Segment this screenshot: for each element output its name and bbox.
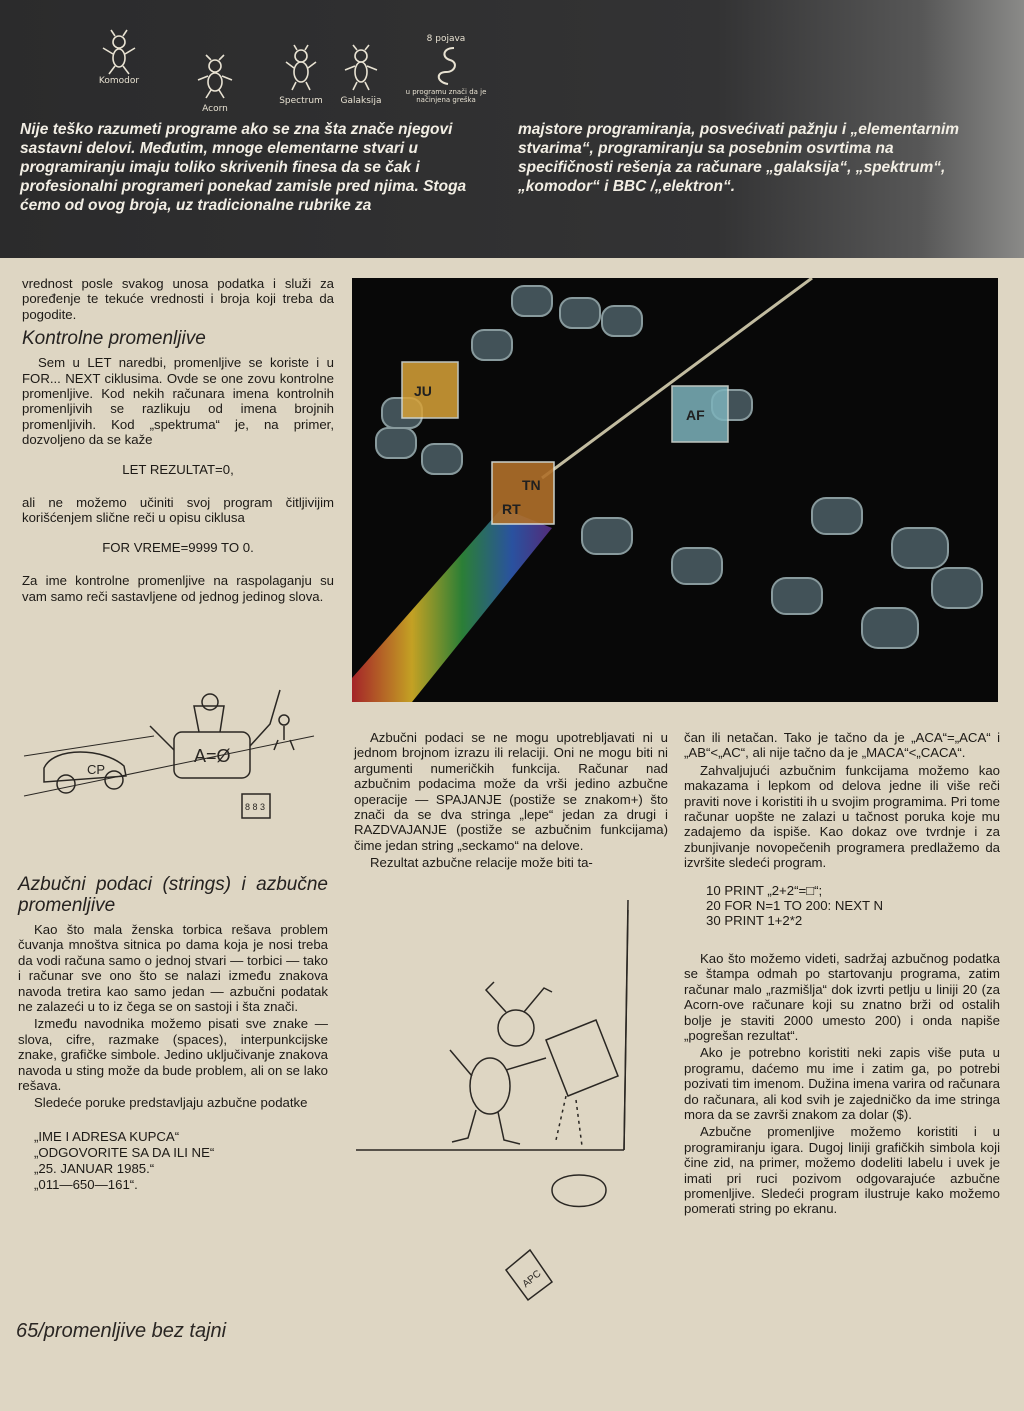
left-column-top [22,276,334,606]
paragraph: ali ne možemo učiniti svoj program čitljivijim korišćenjem slične reči u opisu ciklusa [22,495,334,526]
left-column-bottom [18,868,328,1193]
bug-mascot-icon [94,28,144,76]
pojava-mascot [396,34,496,104]
cube-label: RT [502,501,521,517]
paragraph: čan ili netačan. Tako je tačno da je „ACA“=„ACA“ i „AB“<„AC“, ali nije tačno da je „MACA“<„CACA“. [684,730,1000,761]
intro-text-left: Nije teško razumeti programe ako se zna šta znače njegovi sastavni delovi. Međutim, mnoge elementarne stvari u programiranju imaju toliko skrivenih finesa da se čak i profesionalni programeri ponekad zamisle pred njima. Stoga ćemo od ovog broja, uz tradicionalne rubrike za [20,121,467,214]
code-line: LET REZULTAT=0, [122,461,234,477]
tag-text: APC [520,1268,544,1291]
header-band [0,0,1024,258]
section-heading: Kontrolne promenljive [22,328,206,350]
middle-column [354,730,668,873]
mascot-label: Komodor [98,76,140,86]
acorn-mascot [180,52,250,114]
paragraph: Ako je potrebno koristiti neki zapis više puta u programu, daćemo mu ime i zatim ga, po potrebi pozivati tim imenom. Dužina imena varira od računara do računara, ali kod svih je zajedničko da ime stringa mora da se završi znakom za dolar ($). [684,1045,1000,1122]
paragraph: Između navodnika možemo pisati sve znake — slova, cifre, razmake (spaces), interpunkcijske znake, grafičke simbole. Jedino uključivanje znakova navoda u sting može da bude problem, ali on se lako rešava. [18,1016,328,1094]
robot-sign-text: A=Ø [194,746,231,766]
basic-program: 10 PRINT „2+2“=□“; 20 FOR N=1 TO 200: NEXT N 30 PRINT 1+2*2 [706,882,884,929]
bug-mascot-icon [190,52,240,100]
paragraph: Kao što možemo videti, sadržaj azbučnog podatka se štampa odmah po startovanju programa, zatim računar malo „razmišlja“ dok izvrti petlju u liniji 20 (za Acorn-ove računare koji su znatno brži od ostalih bolje je staviti 2000 umesto 200) i onda napiše „pogrešan rezultat“. [684,950,1000,1043]
string-examples: „IME I ADRESA KUPCA“ „ODGOVORITE SA DA ILI NE“ „25. JANUAR 1985.“ „011—650—161“. [34,1128,215,1192]
paragraph: Sem u LET naredbi, promenljive se koriste i u FOR... NEXT ciklusima. Ovde se one zovu kontrolne promenljive. Kod nekih računara imena kontrolnih promenljivih se razlikuju od imena brojnih promenljivih. Kod „spektruma“ je, na primer, dozvoljeno da se kaže [22,355,334,448]
code-line: FOR VREME=9999 TO 0. [102,539,254,555]
paragraph: vrednost posle svakog unosa podatka i služi za poređenje te tekuće vrednosti i broja koji treba da pogodite. [22,276,334,322]
paragraph: Sledeće poruke predstavljaju azbučne podatke [34,1095,308,1111]
snake-bug-icon [426,44,466,88]
right-column [684,730,1000,1219]
box-text: 8 8 3 [245,802,266,812]
intro-text-right: majstore programiranja, posvećivati pažnju i „elementarnim stvarima“, programiranju sa posebnim osvrtima na specifičnosti rešenja za računare „galaksija“, „spektrum“, „komodor“ i BBC /„elektron“. [518,121,960,195]
section-heading: Azbučni podaci (strings) i azbučne promenljive [18,874,328,916]
galaksija-mascot [326,44,396,106]
mascot-label: Galaksija [340,96,382,106]
bug-mascot-icon [336,44,386,92]
mascot-note: u programu znači da je načinjena greška [405,88,487,104]
paragraph: Azbučni podaci se ne mogu upotrebljavati ni u jednom brojnom izrazu ili relaciji. Oni ne mogu biti ni argumenti numeričkih funkcija. Računar nad azbučnim podacima može da vrši jedino azbučne operacije — SPAJANJE (postiže se znakom+) što znači da se dva stringa „lepe“ jedan za drugi i RAZDVAJANJE (postiže se azbučnim funkcijama) čime jedan string „seckamo“ na delove. [354,730,668,853]
paragraph: Za ime kontrolne promenljive na raspolaganju su vam samo reči sastavljene od jednog jedinog slova. [22,573,334,604]
cube-label: JU [414,383,432,399]
cube-label: TN [522,477,541,493]
paragraph: Azbučne promenljive možemo koristiti i u programiranju igara. Dugoj liniji grafičkih simbola koji čine zid, na primer, možemo dodeliti labelu i uvek je imati pri ruci pozivom odgovarajuće azbučne promenljive. Sledeći program ilustruje kako možemo pomerati string po ekranu. [684,1124,1000,1217]
paragraph: Rezultat azbučne relacije može biti ta- [370,855,593,871]
prism-illustration [352,278,998,702]
mascot-label: 8 pojava [426,34,466,44]
mascot-label: Acorn [202,104,228,114]
bug-mascot-icon [276,44,326,92]
komodor-mascot [84,28,154,86]
car-plate-text: CP [87,762,106,777]
cube-label: AF [686,407,705,423]
mascot-label: Spectrum [279,96,323,106]
car-robot-cartoon [14,676,334,826]
paragraph: Zahvaljujući azbučnim funkcijama možemo kao makazama i lepkom od delova jedne ili više reči praviti nove i koristiti ih u svojim programima. Pri tome računar uopšte ne zalazi u tačnost poruka koje mu zadajemo da ispiše. Kao dokaz ove tvrdnje i za zbunjivanje novopečenih programera predlažemo da izvršite sledeći program. [684,762,1000,871]
prism-photo [352,278,998,702]
paragraph: Kao što mala ženska torbica rešava problem čuvanja mnoštva sitnica po dama koja je nosi treba da vodi računa samo o jednoj stvari — torbici — tako i računar sve ono što se nalazi između znakova navoda tretira kao samo jedan — azbučni podatak ne zalazeći u to iz čega se on sastoji i šta znači. [18,922,328,1015]
bug-with-box-cartoon [356,900,676,1330]
page-footer: 65/promenljive bez tajni [16,1320,227,1342]
